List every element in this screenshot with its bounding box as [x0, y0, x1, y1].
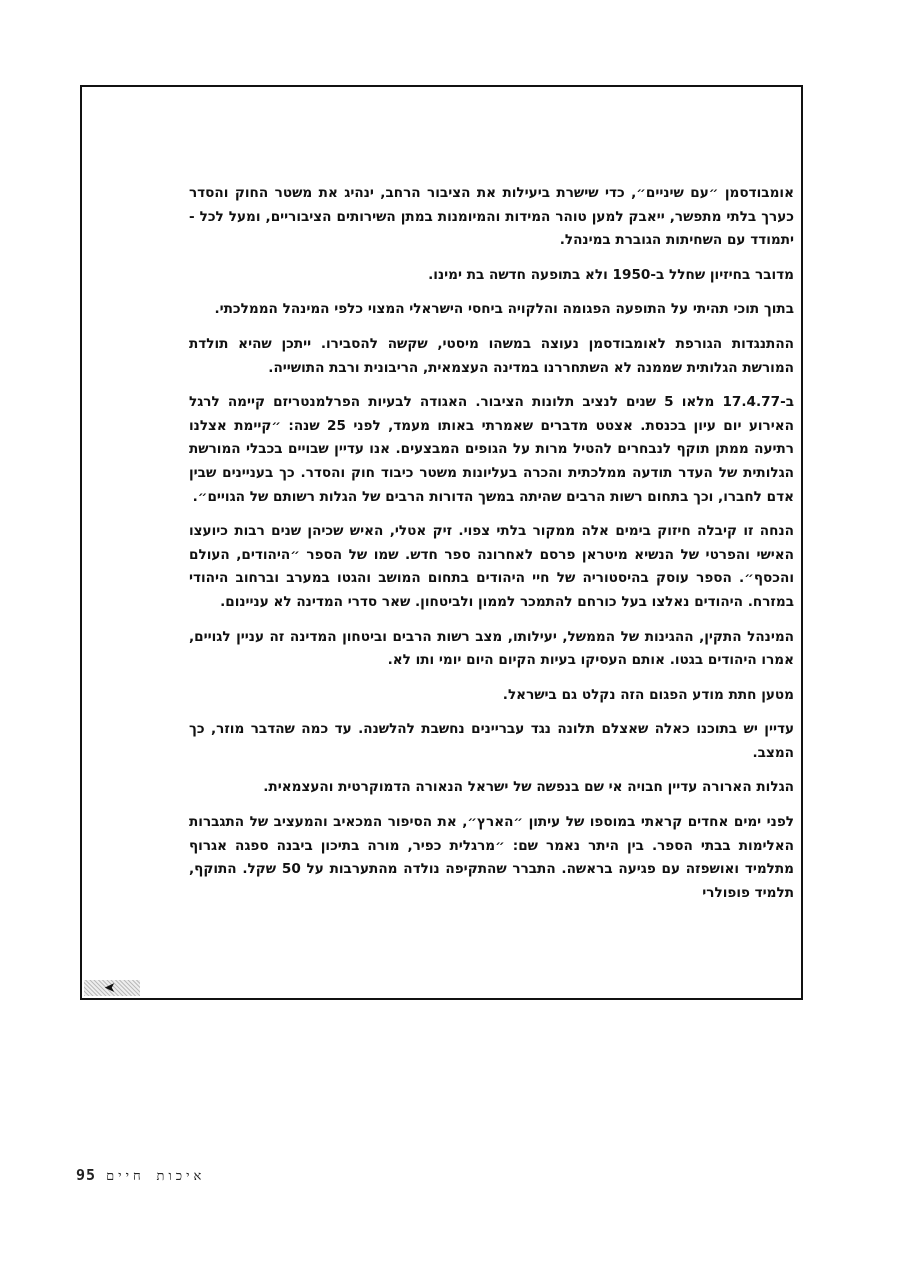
paragraph: ההתנגדות הגורפת לאומבודסמן נעוצה במשהו מיסטי, שקשה להסבירו. ייתכן שהיא תולדת המורשת הגלותית שממנה לא השתחררנו במדינה העצמאית, הריבונית ורבת התושייה. — [189, 335, 794, 376]
paragraph: הגלות הארורה עדיין חבויה אי שם בנפשה של ישראל הנאורה הדמוקרטית והעצמאית. — [263, 779, 794, 796]
page-footer — [76, 1166, 205, 1184]
paragraph: ב-17.4.77 מלאו 5 שנים לנציב תלונות הציבור. האגודה לבעיות הפרלמנטריזם קיימה לרגל האירוע יום עיון בכנסת. אצטט מדברים שאמרתי באותו מעמד, לפני 25 שנה: ״קיימת אצלנו רתיעה ממתן תוקף לנבחרים להטיל מרות על הגופים המבצעים. אנו עדיין שבויים בכבלי המורשת הגלותית של העדר תודעה ממלכתית והכרה בעליונות משטר כיבוד חוק והסדר. כך בעניינים שבין אדם לחברו, וכך בתחום רשות הרבים שהיתה במשך הדורות הרבים של הגלות רשותם של הגויים״. — [189, 394, 795, 505]
paragraph: מטען חתת מודע הפגום הזה נקלט גם בישראל. — [502, 686, 794, 703]
paragraph: הנחה זו קיבלה חיזוק בימים אלה ממקור בלתי צפוי. זיק אטלי, האיש שכיהן שנים רבות כיועצו האישי והפרטי של הנשיא מיטראן פרסם לאחרונה ספר חדש. שמו של הספר ״היהודים, העולם והכסף״. הספר עוסק בהיסטוריה של חיי היהודים בתחום המושב והגטו במערב וברחוב היהודי במזרח. היהודים נאלצו בעל כורחם להתמכר לממון ולביטחון. שאר סדרי המדינה לא עניינום. — [189, 523, 794, 610]
article-body — [189, 182, 794, 916]
publication-title: איכות חיים — [106, 1169, 206, 1184]
paragraph: מדובר בחיזיון שחלל ב-1950 ולא בתופעה חדשה בת ימינו. — [428, 266, 794, 283]
text-frame — [80, 85, 803, 1000]
continue-arrow-icon: ➤ — [104, 980, 116, 996]
page-number: 95 — [76, 1166, 97, 1184]
paragraph: המינהל התקין, ההגינות של הממשל, יעילותו, מצב רשות הרבים וביטחון המדינה זה עניין לגויים, אמרו היהודים בגטו. אותם העסיקו בעיות הקיום היום יומי ותו לא. — [189, 628, 794, 669]
paragraph: אומבודסמן ״עם שיניים״, כדי שישרת ביעילות את הציבור הרחב, ינהיג את משטר החוק והסדר כערך בלתי מתפשר, ייאבק למען טוהר המידות והמיומנות במתן השירותים הציבוריים, ומעל לכל - יתמודד עם השחיתות הגוברת במינהל. — [189, 185, 794, 249]
paragraph: בתוך תוכי תהיתי על התופעה הפגומה והלקויה ביחסי הישראלי המצוי כלפי המינהל הממלכתי. — [214, 301, 794, 318]
paragraph: עדיין יש בתוכנו כאלה שאצלם תלונה נגד עבריינים נחשבת להלשנה. עד כמה שהדבר מוזר, כך המצב. — [189, 721, 794, 761]
paragraph: לפני ימים אחדים קראתי במוספו של עיתון ״הארץ״, את הסיפור המכאיב והמעציב של התגברות האלימות בבתי הספר. בין היתר נאמר שם: ״מרגלית כפיר, מורה בתיכון ביבנה ספגה אגרוף מתלמיד ואושפזה עם פגיעה בראשה. התברר שהתקיפה נולדה מהתערבות על 50 שקל. התוקף, תלמיד פופולרי — [189, 814, 794, 901]
